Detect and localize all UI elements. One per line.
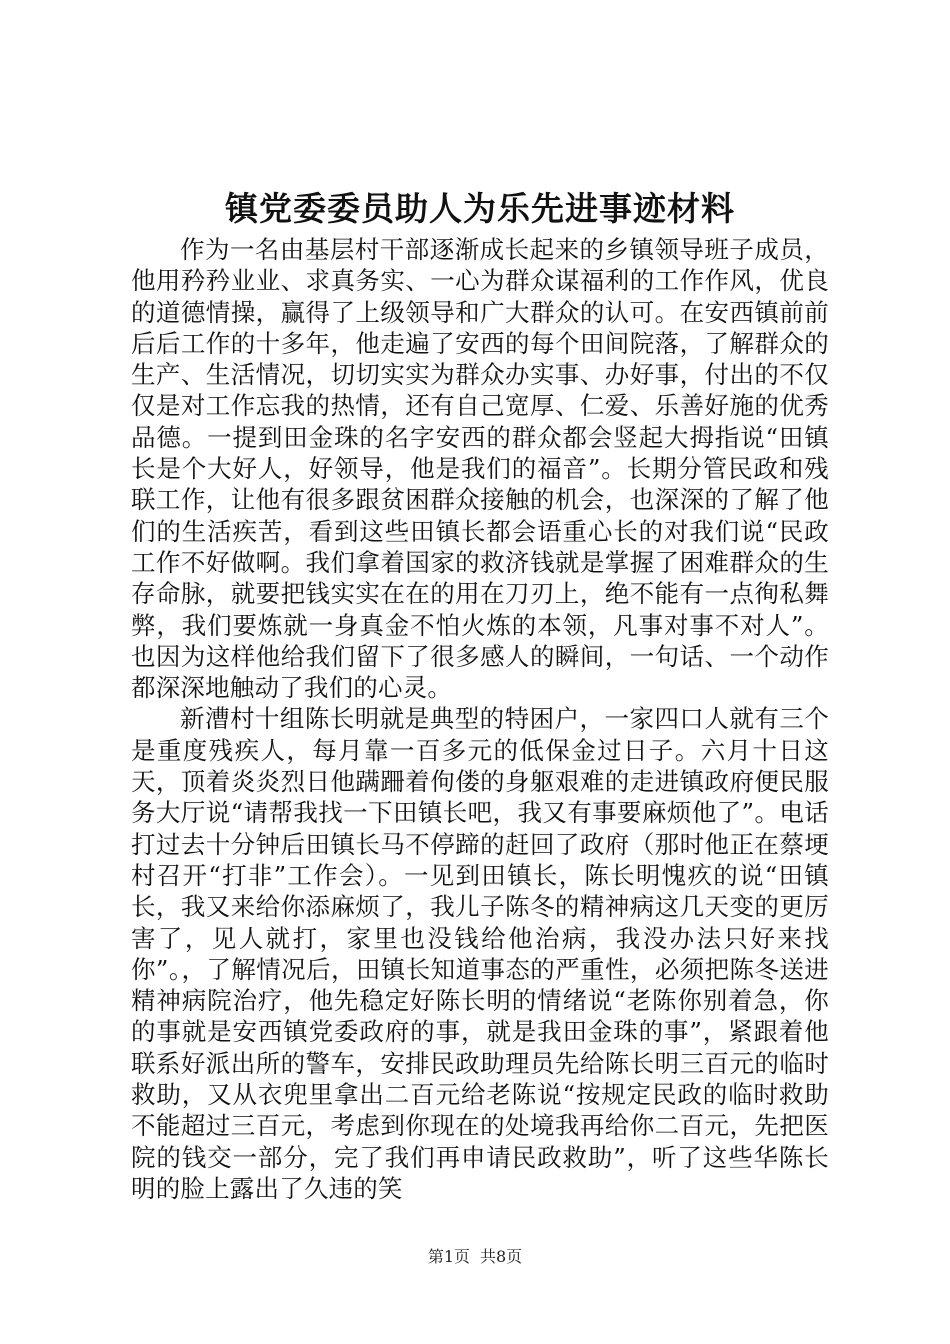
- document-body: [131, 234, 829, 1204]
- paragraph-2: 新漕村十组陈长明就是典型的特困户，一家四口人就有三个是重度残疾人，每月靠一百多元的低保金过日子。六月十日这天，顶着炎炎烈日他蹒跚着佝偻的身躯艰难的走进镇政府便民服务大厅说“请帮我找一下田镇长吧，我又有事要麻烦他了”。电话打过去十分钟后田镇长马不停蹄的赶回了政府（那时他正在蔡埂村召开“打非”工作会）。一见到田镇长，陈长明愧疚的说“田镇长，我又来给你添麻烦了，我儿子陈冬的精神病这几天变的更厉害了，见人就打，家里也没钱给他治病，我没办法只好来找你”。，了解情况后，田镇长知道事态的严重性，必须把陈冬送进精神病院治疗，他先稳定好陈长明的情绪说“老陈你别着急，你的事就是安西镇党委政府的事，就是我田金珠的事”，紧跟着他联系好派出所的警车，安排民政助理员先给陈长明三百元的临时救助，又从衣兜里拿出二百元给老陈说“按规定民政的临时救助不能超过三百元，考虑到你现在的处境我再给你二百元，先把医院的钱交一部分，完了我们再申请民政救助”，听了这些华陈长明的脸上露出了久违的笑: [131, 704, 829, 1203]
- page-footer: [0, 1247, 950, 1267]
- paragraph-1: 作为一名由基层村干部逐渐成长起来的乡镇领导班子成员，他用矜矜业业、求真务实、一心为群众谋福利的工作作风，优良的道德情操，赢得了上级领导和广大群众的认可。在安西镇前前后后工作的十多年，他走遍了安西的每个田间院落，了解群众的生产、生活情况，切切实实为群众办实事、办好事，付出的不仅仅是对工作忘我的热情，还有自己宽厚、仁爱、乐善好施的优秀品德。一提到田金珠的名字安西的群众都会竖起大拇指说“田镇长是个大好人，好领导，他是我们的福音”。长期分管民政和残联工作，让他有很多跟贫困群众接触的机会，也深深的了解了他们的生活疾苦，看到这些田镇长都会语重心长的对我们说“民政工作不好做啊。我们拿着国家的救济钱就是掌握了困难群众的生存命脉，就要把钱实实在在的用在刀刃上，绝不能有一点徇私舞弊，我们要炼就一身真金不怕火炼的本领，凡事对事不对人”。也因为这样他给我们留下了很多感人的瞬间，一句话、一个动作都深深地触动了我们的心灵。: [131, 235, 829, 703]
- page-number: 第1页: [427, 1247, 470, 1266]
- page-total: 共8页: [480, 1247, 523, 1266]
- document-title: 镇党委委员助人为乐先进事迹材料: [225, 189, 735, 228]
